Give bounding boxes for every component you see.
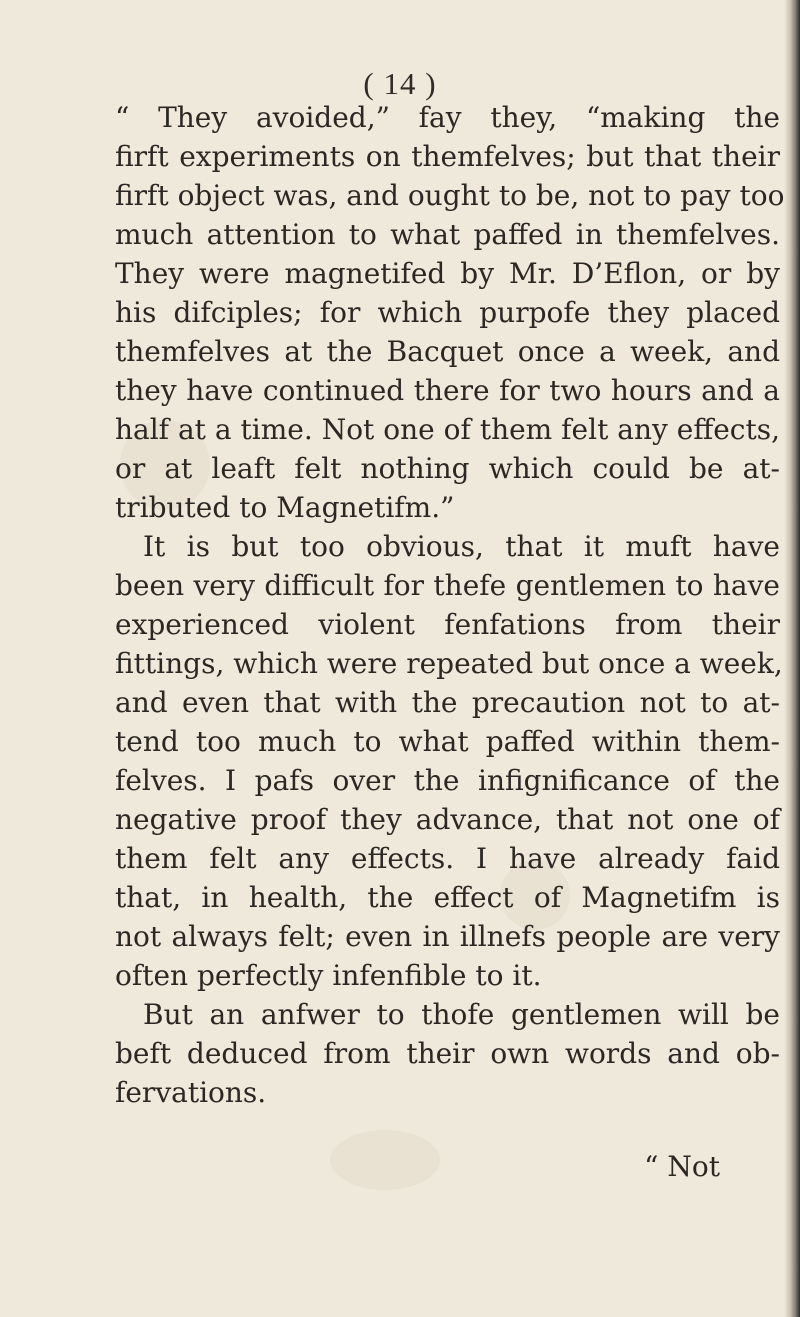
page-number: ( 14 ) bbox=[363, 66, 437, 101]
text-line: or at leaft felt nothing which could be at- bbox=[115, 452, 780, 485]
text-line: But an anfwer to thofe gentlemen will be bbox=[143, 998, 780, 1031]
text-line: they have continued there for two hours and a bbox=[115, 374, 780, 407]
text-line: fittings, which were repeated but once a week, bbox=[115, 647, 783, 680]
text-line: beft deduced from their own words and ob- bbox=[115, 1037, 780, 1070]
body-text bbox=[115, 98, 785, 1112]
text-line: themfelves at the Bacquet once a week, and bbox=[115, 335, 780, 368]
text-line: much attention to what paffed in themfelves. bbox=[115, 218, 780, 251]
text-line: experienced violent fenfations from their bbox=[115, 608, 780, 641]
page-binding-shadow bbox=[784, 0, 800, 1317]
text-line: not always felt; even in illnefs people are very bbox=[115, 920, 780, 953]
text-line: half at a time. Not one of them felt any effects, bbox=[115, 413, 780, 446]
text-line: “ They avoided,” fay they, “making the bbox=[115, 101, 780, 134]
text-line: been very difficult for thefe gentlemen to have bbox=[115, 569, 780, 602]
text-line: tend too much to what paffed within them- bbox=[115, 725, 780, 758]
text-line: them felt any effects. I have already faid bbox=[115, 842, 780, 875]
text-line: firft object was, and ought to be, not to pay too bbox=[115, 179, 785, 212]
text-line: They were magnetifed by Mr. D’Eflon, or by bbox=[115, 257, 780, 290]
text-line: negative proof they advance, that not one of bbox=[115, 803, 780, 836]
text-line: often perfectly infenfible to it. bbox=[115, 959, 542, 992]
text-line: and even that with the precaution not to at- bbox=[115, 686, 780, 719]
catchword: “ Not bbox=[644, 1150, 720, 1183]
text-line: fervations. bbox=[115, 1076, 267, 1109]
text-line: firft experiments on themfelves; but that their bbox=[115, 140, 780, 173]
text-line: felves. I pafs over the infignificance of the bbox=[115, 764, 780, 797]
text-line: that, in health, the effect of Magnetifm is bbox=[115, 881, 780, 914]
text-line: tributed to Magnetifm.” bbox=[115, 491, 455, 524]
text-line: It is but too obvious, that it muft have bbox=[143, 530, 780, 563]
text-line: his difciples; for which purpofe they placed bbox=[115, 296, 780, 329]
paper-stain bbox=[330, 1130, 440, 1190]
